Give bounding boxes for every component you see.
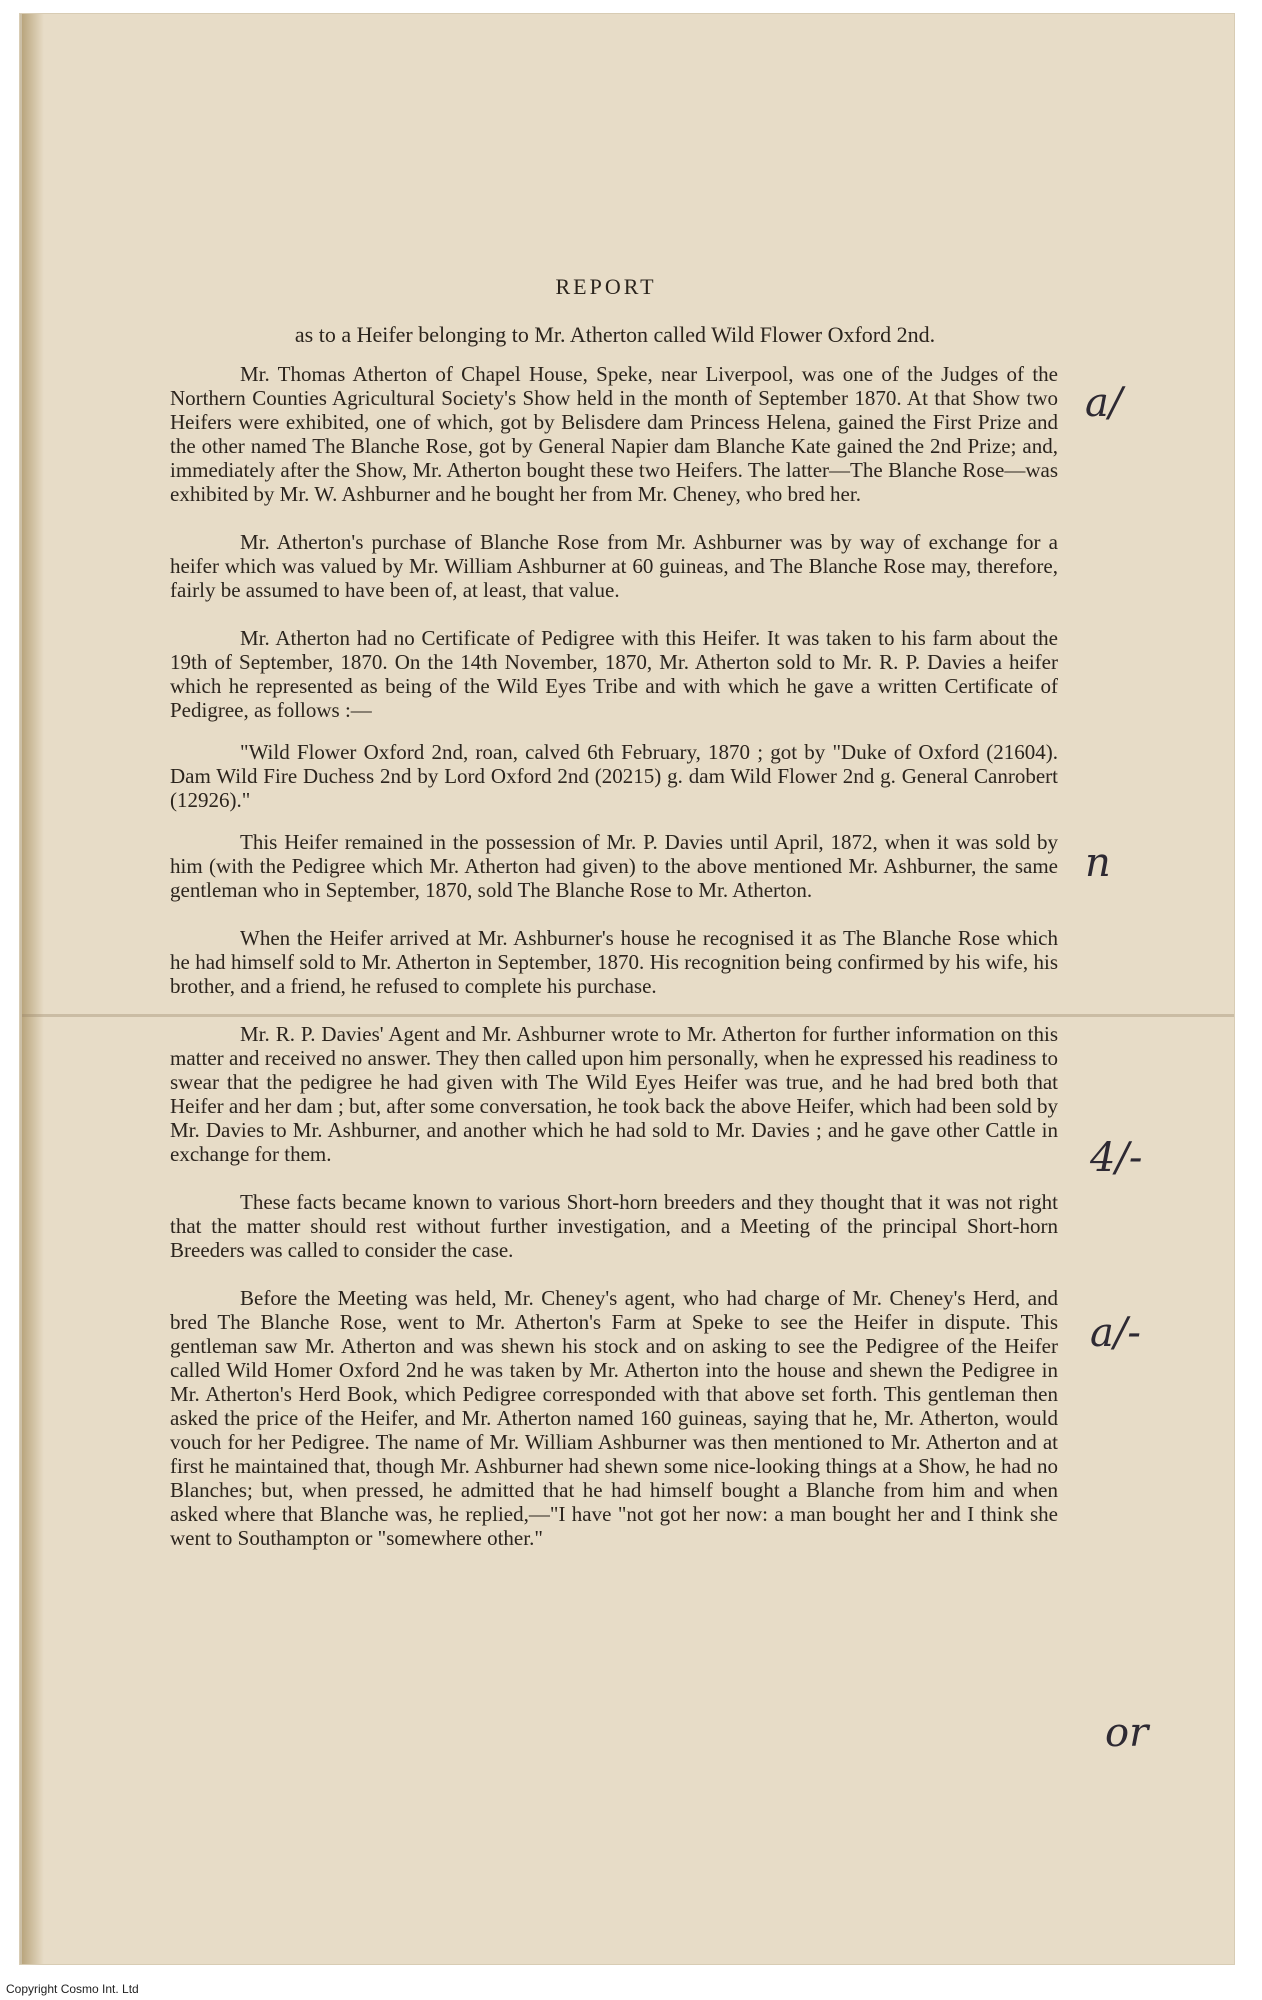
margin-note-4: a/- (1090, 1310, 1141, 1356)
pedigree-quote: "Wild Flower Oxford 2nd, roan, calved 6th February, 1870 ; got by "Duke of Oxford (21604). Dam Wild Fire Duchess 2nd by Lord Oxford 2nd (20215) g. dam Wild Flower 2nd g. General Canrobert (12926)." (170, 740, 1058, 812)
report-title: REPORT (555, 274, 657, 299)
paragraph-9: Before the Meeting was held, Mr. Cheney's agent, who had charge of Mr. Cheney's Herd, and bred The Blanche Rose, went to Mr. Atherton's Farm at Speke to see the Heifer in dispute. This gentleman saw Mr. Atherton and was shewn his stock and on asking to see the Pedigree of the Heifer called Wild Homer Oxford 2nd he was taken by Mr. Atherton into the house and shewn the Pedigree in Mr. Atherton's Herd Book, which Pedigree corresponded with that above set forth. This gentleman then asked the price of the Heifer, and Mr. Atherton named 160 guineas, saying that he, Mr. Atherton, would vouch for her Pedigree. The name of Mr. William Ashburner was then mentioned to Mr. Atherton and at first he maintained that, though Mr. Ashburner had shewn some nice-looking things at a Show, he had no Blanches; but, when pressed, he admitted that he had himself bought a Blanche from him and when asked where that Blanche was, he replied,—"I have "not got her now: a man bought her and I think she went to Southampton or "somewhere other." (170, 1286, 1058, 1550)
margin-note-2: n (1085, 840, 1111, 886)
paragraph-7: Mr. R. P. Davies' Agent and Mr. Ashburner wrote to Mr. Atherton for further information on this matter and received no answer. They then called upon him personally, when he expressed his readiness to swear that the pedigree he had given with The Wild Eyes Heifer was true, and he had bred both that Heifer and her dam ; but, after some conversation, he took back the above Heifer, which had been sold by Mr. Davies to Mr. Ashburner, and another which he had sold to Mr. Davies ; and he gave other Cattle in exchange for them. (170, 1022, 1058, 1166)
margin-note-5: or (1105, 1710, 1149, 1756)
paragraph-3: Mr. Atherton had no Certificate of Pedigree with this Heifer. It was taken to his farm about the 19th of September, 1870. On the 14th November, 1870, Mr. Atherton sold to Mr. R. P. Davies a heifer which he represented as being of the Wild Eyes Tribe and with which he gave a written Certificate of Pedigree, as follows :— (170, 626, 1058, 722)
paragraph-6: When the Heifer arrived at Mr. Ashburner's house he recognised it as The Blanche Rose which he had himself sold to Mr. Atherton in September, 1870. His recognition being confirmed by his wife, his brother, and a friend, he refused to complete his purchase. (170, 926, 1058, 998)
paragraph-5: This Heifer remained in the possession of Mr. P. Davies until April, 1872, when it was sold by him (with the Pedigree which Mr. Atherton had given) to the above mentioned Mr. Ashburner, the same gentleman who in September, 1870, sold The Blanche Rose to Mr. Atherton. (170, 830, 1058, 902)
margin-note-1: a/ (1085, 380, 1123, 426)
margin-note-3: 4/- (1090, 1135, 1143, 1181)
paragraph-2: Mr. Atherton's purchase of Blanche Rose from Mr. Ashburner was by way of exchange for a heifer which was valued by Mr. William Ashburner at 60 guineas, and The Blanche Rose may, therefore, fairly be assumed to have been of, at least, that value. (170, 530, 1058, 602)
report-subtitle: as to a Heifer belonging to Mr. Atherton called Wild Flower Oxford 2nd. (294, 322, 936, 347)
paragraph-1: Mr. Thomas Atherton of Chapel House, Speke, near Liverpool, was one of the Judges of the Northern Counties Agricultural Society's Show held in the month of September 1870. At that Show two Heifers were exhibited, one of which, got by Belisdere dam Princess Helena, gained the First Prize and the other named The Blanche Rose, got by General Napier dam Blanche Kate gained the 2nd Prize; and, immediately after the Show, Mr. Atherton bought these two Heifers. The latter—The Blanche Rose—was exhibited by Mr. W. Ashburner and he bought her from Mr. Cheney, who bred her. (170, 362, 1058, 506)
paragraph-8: These facts became known to various Short-horn breeders and they thought that it was not right that the matter should rest without further investigation, and a Meeting of the principal Short-horn Breeders was called to consider the case. (170, 1190, 1058, 1262)
body-text (170, 362, 1058, 1550)
copyright-footer: Copyright Cosmo Int. Ltd (6, 1982, 139, 1996)
